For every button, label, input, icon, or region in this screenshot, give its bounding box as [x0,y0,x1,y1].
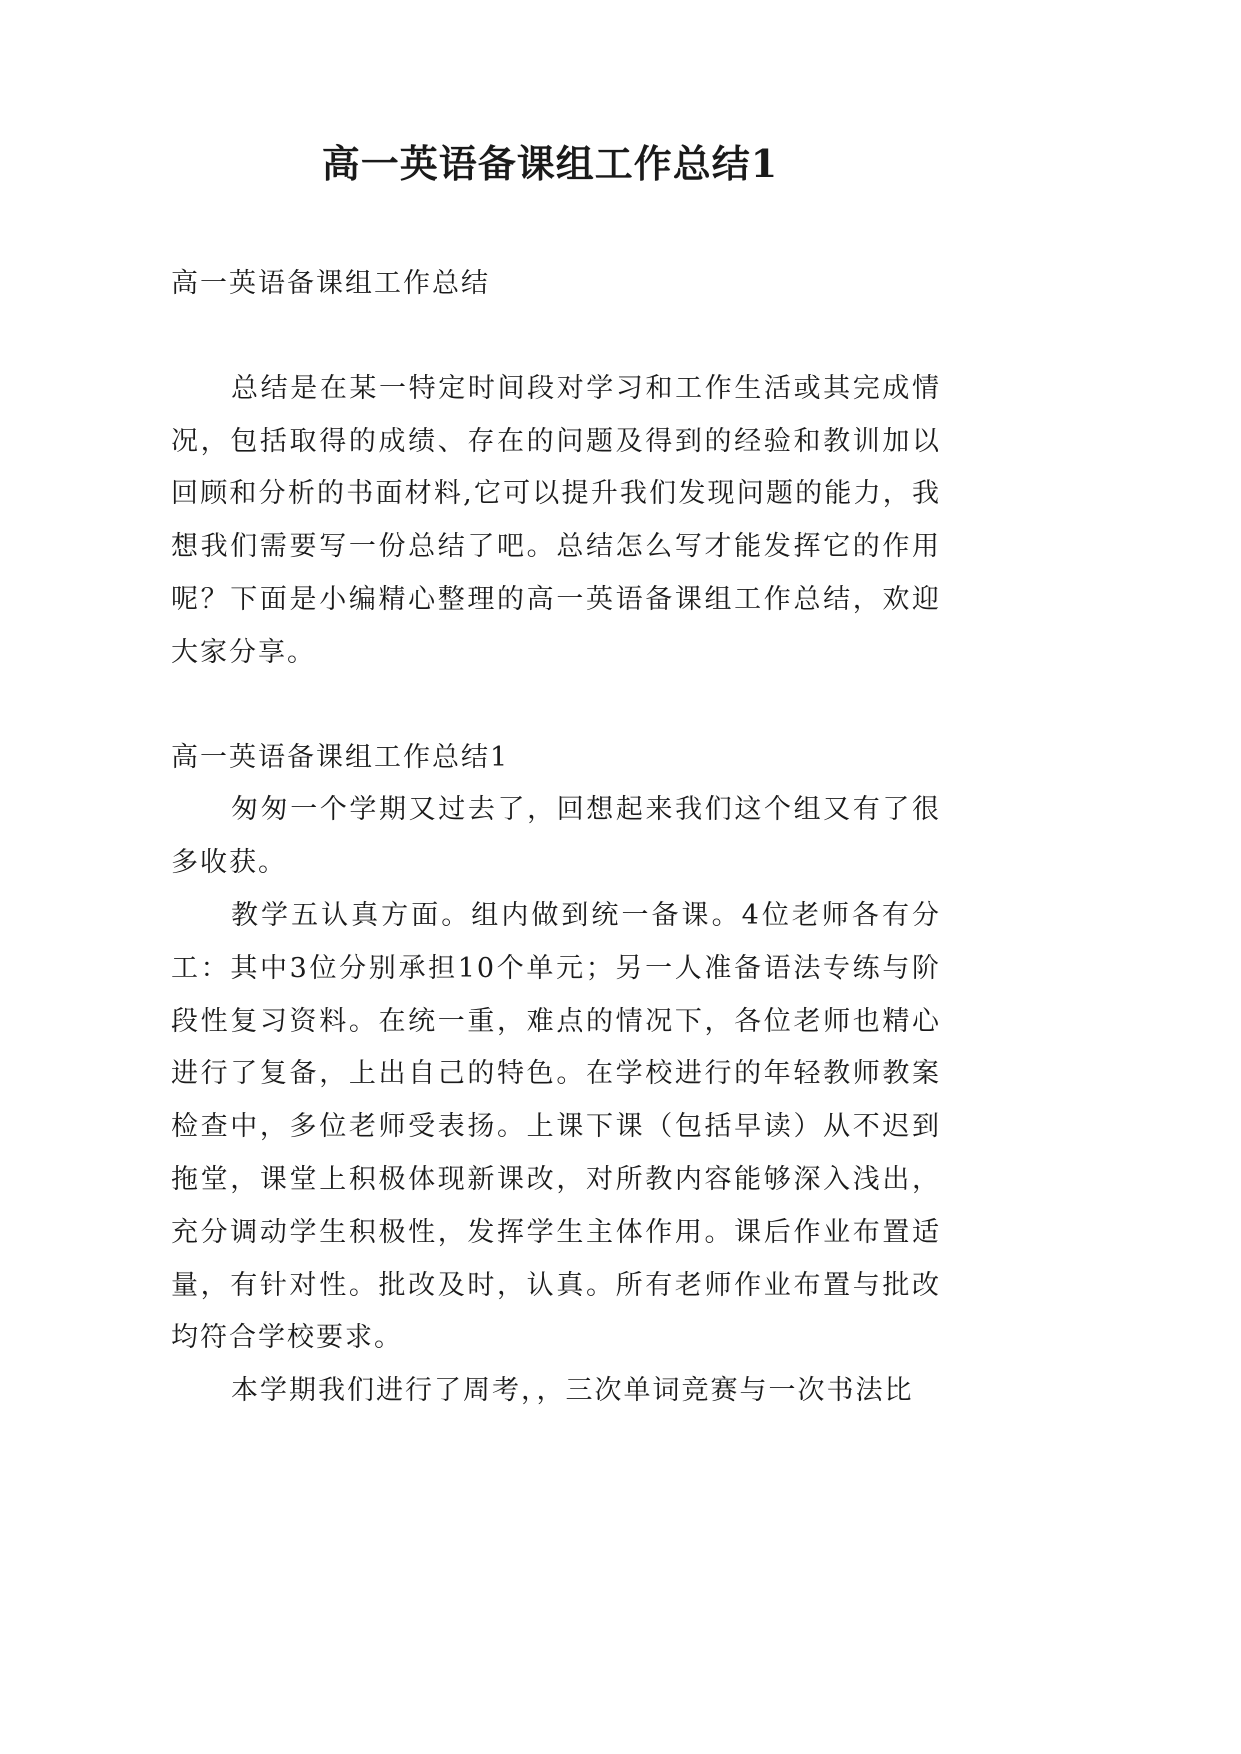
body-paragraph-2: 教学五认真方面。组内做到统一备课。4位老师各有分工：其中3位分别承担10个单元；另一人准备语法专练与阶段性复习资料。在统一重，难点的情况下，各位老师也精心进行了复备，上出自己的特色。在学校进行的年轻教师教案检查中，多位老师受表扬。上课下课（包括早读）从不迟到拖堂，课堂上积极体现新课改，对所教内容能够深入浅出，充分调动学生积极性，发挥学生主体作用。课后作业布置适量，有针对性。批改及时，认真。所有老师作业布置与批改均符合学校要求。 [171,899,941,1354]
document-subtitle: 高一英语备课组工作总结 [171,268,490,299]
body-paragraph-3: 本学期我们进行了周考，，三次单词竞赛与一次书法比 [231,1375,914,1407]
body-paragraph-1: 匆匆一个学期又过去了，回想起来我们这个组又有了很多收获。 [171,794,941,879]
document-body [171,258,941,1418]
document-title: 高一英语备课组工作总结1 [321,141,779,186]
section-heading: 高一英语备课组工作总结1 [171,741,510,773]
intro-paragraph: 总结是在某一特定时间段对学习和工作生活或其完成情况，包括取得的成绩、存在的问题及得到的经验和教训加以回顾和分析的书面材料,它可以提升我们发现问题的能力，我想我们需要写一份总结了吧。总结怎么写才能发挥它的作用呢？下面是小编精心整理的高一英语备课组工作总结，欢迎大家分享。 [171,372,941,668]
